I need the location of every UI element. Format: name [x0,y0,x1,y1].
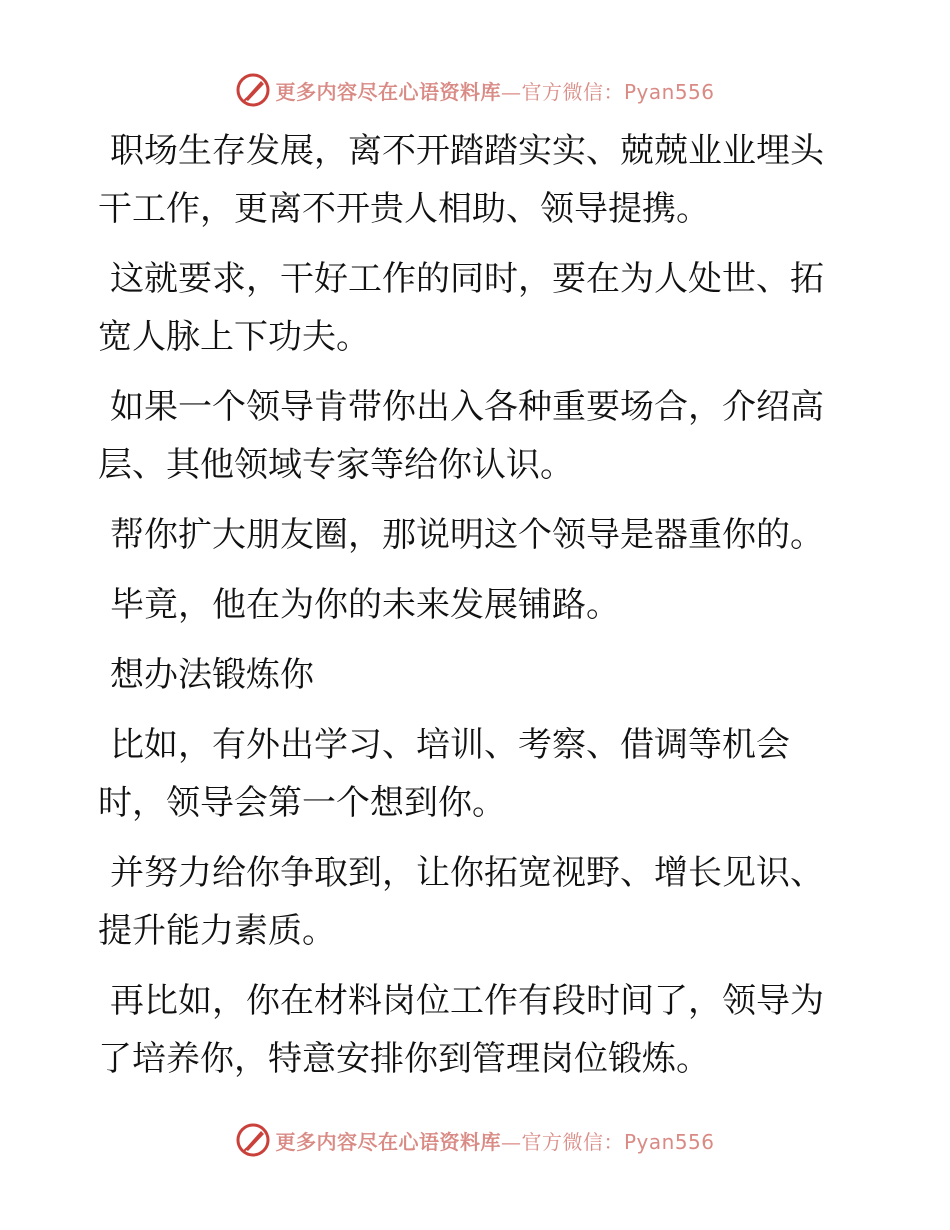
paragraph-text: 提升能力素质。 [98,911,336,951]
paragraph-line [98,1030,838,1088]
paragraph-text: 了培养你，特意安排你到管理岗位锻炼。 [98,1039,710,1079]
paragraph-line [98,774,838,832]
paragraph-text: 时，领导会第一个想到你。 [98,783,506,823]
paragraph [98,972,838,1088]
paragraph-text: 宽人脉上下功夫。 [98,317,370,357]
banner-text [275,76,714,105]
banner-title: 更多内容尽在心语资料库 [275,1129,501,1154]
paragraph-text: 想办法锻炼你 [110,655,314,695]
paragraph-line [98,436,838,494]
paragraph-line [98,646,838,704]
banner-wechat-id: Pyan556 [623,79,715,104]
banner-wechat-id: Pyan556 [623,1129,715,1154]
paragraph [98,576,838,634]
paragraph-line [98,308,838,366]
banner-wechat-label: 官方微信： [521,79,624,104]
document-body [98,122,838,1088]
banner-separator: — [500,1129,522,1154]
paragraph-line [98,250,838,308]
paragraph-text: 层、其他领域专家等给你认识。 [98,445,574,485]
header-banner [0,70,950,110]
paragraph [98,646,838,704]
banner-separator: — [500,79,522,104]
paragraph-line [98,844,838,902]
paragraph [98,844,838,960]
paragraph-text: 干工作，更离不开贵人相助、领导提携。 [98,189,710,229]
banner-title: 更多内容尽在心语资料库 [275,79,501,104]
paragraph-line [98,972,838,1030]
footer-banner [0,1120,950,1160]
paragraph-line [98,902,838,960]
quill-logo-icon [235,72,271,108]
banner-text [275,1126,714,1155]
paragraph [98,122,838,238]
paragraph [98,506,838,564]
quill-logo-icon [235,1122,271,1158]
paragraph-text: 职场生存发展，离不开踏踏实实、兢兢业业埋头 [110,131,824,171]
paragraph-text: 再比如，你在材料岗位工作有段时间了，领导为 [110,981,824,1021]
paragraph-text: 如果一个领导肯带你出入各种重要场合，介绍高 [110,387,824,427]
banner-wechat-label: 官方微信： [521,1129,624,1154]
paragraph-line [98,378,838,436]
paragraph-line [98,576,838,634]
paragraph [98,716,838,832]
paragraph [98,378,838,494]
paragraph-line [98,180,838,238]
paragraph-text: 并努力给你争取到，让你拓宽视野、增长见识、 [110,853,824,893]
paragraph-text: 这就要求，干好工作的同时，要在为人处世、拓 [110,259,824,299]
paragraph-text: 比如，有外出学习、培训、考察、借调等机会 [110,725,790,765]
paragraph-line [98,716,838,774]
paragraph [98,250,838,366]
paragraph-line [98,506,838,564]
paragraph-text: 毕竟，他在为你的未来发展铺路。 [110,585,620,625]
paragraph-text: 帮你扩大朋友圈，那说明这个领导是器重你的。 [110,515,824,555]
paragraph-line [98,122,838,180]
